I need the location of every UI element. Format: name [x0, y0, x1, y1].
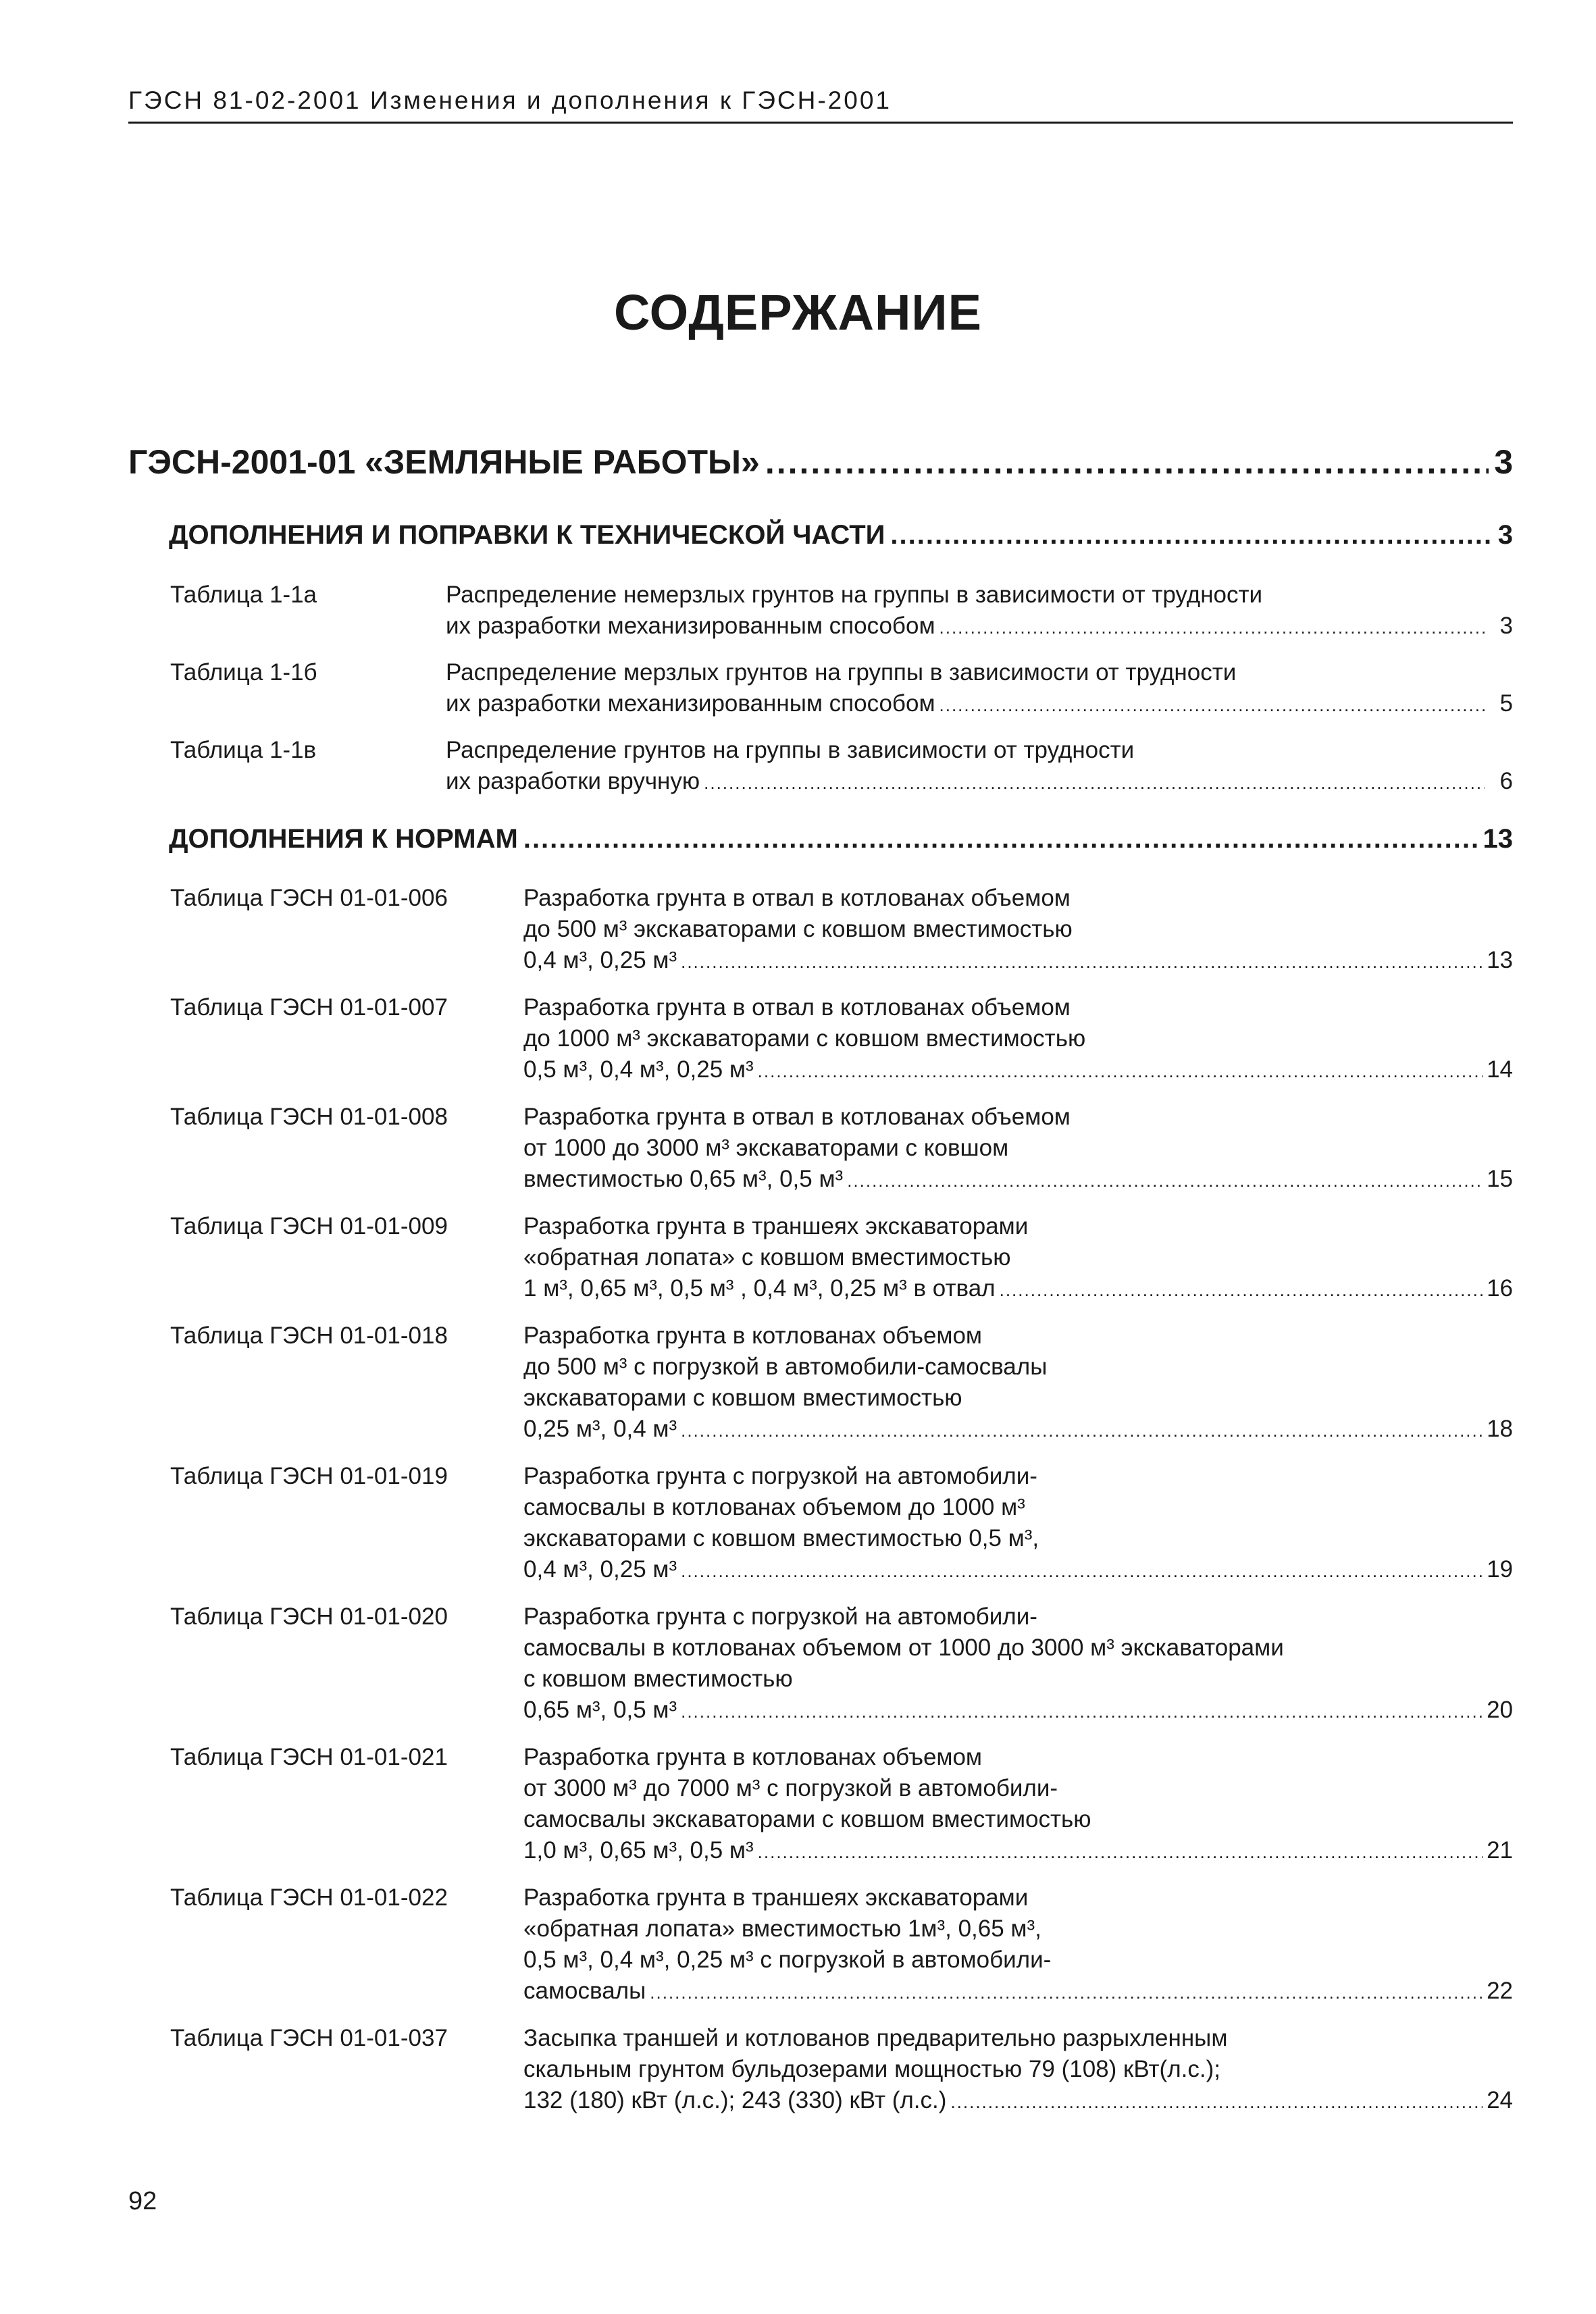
- subsection-page: 3: [1497, 520, 1513, 550]
- leader-dots: [681, 1555, 1483, 1587]
- entry-page: 14: [1487, 1056, 1513, 1083]
- entry-line: Разработка грунта в отвал в котлованах объемом: [523, 1104, 1071, 1130]
- subsection-label: ДОПОЛНЕНИЯ К НОРМАМ: [169, 824, 518, 854]
- leader-dots: [1000, 1275, 1483, 1306]
- entry-page: 21: [1487, 1837, 1513, 1863]
- leader-dots: [758, 1056, 1483, 1087]
- entry-line: с ковшом вместимостью: [523, 1666, 793, 1692]
- entry-label: Таблица ГЭСН 01-01-021: [170, 1744, 448, 1770]
- entry-line: 1 м³, 0,65 м³, 0,5 м³ , 0,4 м³, 0,25 м³ в отвал: [523, 1275, 996, 1302]
- leader-dots: [939, 690, 1485, 721]
- entry-line: скальным грунтом бульдозерами мощностью 79 (108) кВт(л.с.);: [523, 2056, 1220, 2082]
- subsection-page: 13: [1483, 824, 1513, 854]
- leader-dots: [704, 767, 1485, 798]
- entry-page: 6: [1499, 768, 1513, 794]
- leader-dots: [847, 1165, 1483, 1196]
- entry-line: Разработка грунта в траншеях экскаваторами: [523, 1213, 1029, 1239]
- entry-line: самосвалы экскаваторами с ковшом вместимостью: [523, 1806, 1091, 1832]
- entry-line: 0,5 м³, 0,4 м³, 0,25 м³: [523, 1056, 754, 1083]
- toc-subsection-norms[interactable]: [169, 824, 1513, 854]
- entry-line: самосвалы: [523, 1978, 646, 2004]
- entry-line: Разработка грунта в отвал в котлованах объемом: [523, 994, 1071, 1021]
- toc-section-earthworks[interactable]: [128, 442, 1513, 482]
- entry-line: самосвалы в котлованах объемом от 1000 до 3000 м³ экскаваторами: [523, 1635, 1284, 1661]
- entry-label: Таблица 1-1б: [170, 659, 317, 686]
- entry-label: Таблица ГЭСН 01-01-020: [170, 1603, 448, 1630]
- entry-page: 15: [1487, 1166, 1513, 1192]
- entry-line: их разработки механизированным способом: [446, 690, 935, 717]
- entry-line: Разработка грунта с погрузкой на автомобили-: [523, 1603, 1037, 1630]
- entry-label: Таблица ГЭСН 01-01-018: [170, 1322, 448, 1349]
- entry-label: Таблица ГЭСН 01-01-037: [170, 2025, 448, 2051]
- page-number: 92: [128, 2187, 157, 2215]
- entry-page: 22: [1487, 1978, 1513, 2004]
- entry-line: Распределение грунтов на группы в зависимости от трудности: [446, 737, 1135, 763]
- leader-dots: [765, 442, 1489, 482]
- page-title: СОДЕРЖАНИЕ: [614, 284, 982, 340]
- entry-page: 16: [1487, 1275, 1513, 1302]
- leader-dots: [681, 1415, 1483, 1446]
- leader-dots: [950, 2086, 1483, 2117]
- entry-label: Таблица ГЭСН 01-01-019: [170, 1463, 448, 1489]
- entry-page: 3: [1499, 613, 1513, 639]
- entry-page: 5: [1499, 690, 1513, 717]
- entry-line: до 500 м³ экскаваторами с ковшом вместимостью: [523, 916, 1073, 942]
- entry-label: Таблица 1-1а: [170, 582, 317, 608]
- running-header: ГЭСН 81-02-2001 Изменения и дополнения к ГЭСН-2001: [128, 86, 892, 114]
- entry-line: Разработка грунта в отвал в котлованах объемом: [523, 885, 1071, 911]
- entry-line: 1,0 м³, 0,65 м³, 0,5 м³: [523, 1837, 754, 1863]
- entry-line: их разработки механизированным способом: [446, 613, 935, 639]
- entry-line: самосвалы в котлованах объемом до 1000 м³: [523, 1494, 1025, 1520]
- leader-dots: [681, 1696, 1483, 1727]
- entry-line: 132 (180) кВт (л.с.); 243 (330) кВт (л.с.): [523, 2087, 947, 2113]
- entry-line: до 500 м³ с погрузкой в автомобили-самосвалы: [523, 1354, 1048, 1380]
- entry-line: экскаваторами с ковшом вместимостью 0,5 м³,: [523, 1525, 1039, 1551]
- entry-page: 20: [1487, 1697, 1513, 1723]
- subsection-label: ДОПОЛНЕНИЯ И ПОПРАВКИ К ТЕХНИЧЕСКОЙ ЧАСТИ: [169, 520, 885, 550]
- leader-dots: [523, 824, 1478, 854]
- leader-dots: [650, 1977, 1483, 2008]
- entry-line: 0,4 м³, 0,25 м³: [523, 947, 677, 973]
- entry-line: от 1000 до 3000 м³ экскаваторами с ковшом: [523, 1135, 1009, 1161]
- entry-line: Распределение мерзлых грунтов на группы в зависимости от трудности: [446, 659, 1237, 686]
- entry-page: 13: [1487, 947, 1513, 973]
- entry-line: «обратная лопата» с ковшом вместимостью: [523, 1244, 1011, 1270]
- entry-label: Таблица ГЭСН 01-01-007: [170, 994, 448, 1021]
- leader-dots: [758, 1836, 1483, 1868]
- entry-line: их разработки вручную: [446, 768, 700, 794]
- toc-subsection-technical[interactable]: [169, 520, 1513, 550]
- entry-line: Разработка грунта с погрузкой на автомобили-: [523, 1463, 1037, 1489]
- entry-line: до 1000 м³ экскаваторами с ковшом вместимостью: [523, 1025, 1086, 1052]
- entry-line: «обратная лопата» вместимостью 1м³, 0,65 м³,: [523, 1916, 1041, 1942]
- entry-line: Распределение немерзлых грунтов на группы в зависимости от трудности: [446, 582, 1263, 608]
- entry-line: экскаваторами с ковшом вместимостью: [523, 1385, 962, 1411]
- entry-label: Таблица ГЭСН 01-01-009: [170, 1213, 448, 1239]
- entry-line: 0,4 м³, 0,25 м³: [523, 1556, 677, 1583]
- leader-dots: [939, 612, 1485, 643]
- entry-line: 0,65 м³, 0,5 м³: [523, 1697, 677, 1723]
- leader-dots: [681, 946, 1483, 977]
- leader-dots: [890, 520, 1492, 550]
- entry-line: 0,5 м³, 0,4 м³, 0,25 м³ с погрузкой в автомобили-: [523, 1947, 1052, 1973]
- entry-label: Таблица ГЭСН 01-01-006: [170, 885, 448, 911]
- entry-page: 19: [1487, 1556, 1513, 1583]
- entry-label: Таблица ГЭСН 01-01-022: [170, 1884, 448, 1911]
- entry-line: Разработка грунта в котлованах объемом: [523, 1322, 982, 1349]
- entry-line: вместимостью 0,65 м³, 0,5 м³: [523, 1166, 844, 1192]
- entry-line: Засыпка траншей и котлованов предварительно разрыхленным: [523, 2025, 1228, 2051]
- section-label: ГЭСН-2001-01 «ЗЕМЛЯНЫЕ РАБОТЫ»: [128, 443, 760, 481]
- entry-line: 0,25 м³, 0,4 м³: [523, 1416, 677, 1442]
- entry-label: Таблица 1-1в: [170, 737, 317, 763]
- entry-line: Разработка грунта в котлованах объемом: [523, 1744, 982, 1770]
- entry-line: от 3000 м³ до 7000 м³ с погрузкой в автомобили-: [523, 1775, 1058, 1801]
- entry-page: 24: [1487, 2087, 1513, 2113]
- entry-line: Разработка грунта в траншеях экскаваторами: [523, 1884, 1029, 1911]
- section-page: 3: [1494, 443, 1513, 481]
- entry-page: 18: [1487, 1416, 1513, 1442]
- entry-label: Таблица ГЭСН 01-01-008: [170, 1104, 448, 1130]
- header-rule: [128, 122, 1513, 124]
